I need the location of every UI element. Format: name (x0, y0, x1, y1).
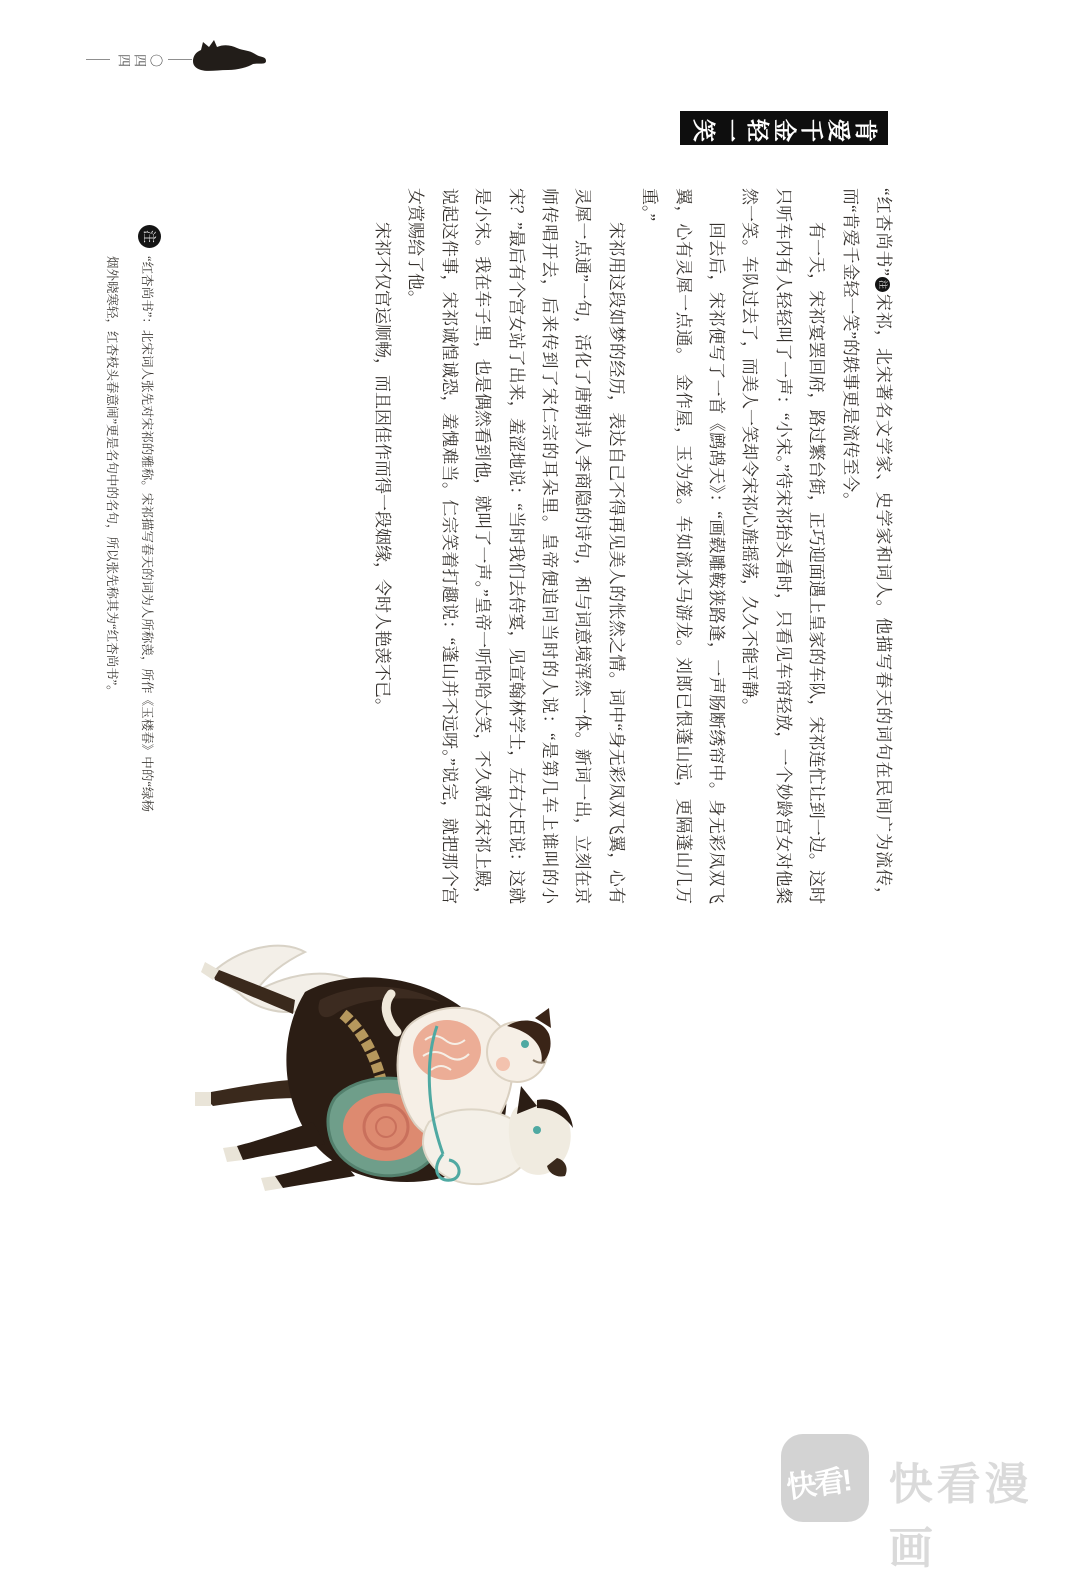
body-paragraph: 有一天，宋祁宴罢回府，路过繁台街，正巧迎面遇上皇家的车队，宋祁连忙让到一边。这时只听车内有人轻轻叫了一声：“小宋。”待宋祁抬头看时，只看见车帘轻放，一个妙龄宫女对他粲然一笑。车队过去了，而美人一笑却令宋祁心旌摇荡，久久不能平静。 (740, 188, 827, 904)
watermark (781, 1434, 1080, 1576)
body-paragraph (833, 188, 900, 904)
paragraph-text: “红杏尚书” (874, 188, 893, 276)
page-number-text: 〇四四 (115, 52, 163, 67)
page-title: 肯爱千金轻一笑 (680, 111, 888, 145)
footnote-marker-icon: 注 (138, 225, 161, 248)
footnote-text: “红杏尚书”：北宋词人张先对宋祁的雅称。宋祁描写春天的词为人所称羡，所作《玉楼春》中的“绿杨烟外晓寒轻，红杏枝头春意闹”更是名句中的名句，所以张先称其为“红杏尚书”。 (105, 256, 154, 812)
kuaikan-app-icon (781, 1434, 869, 1522)
footnote (94, 225, 164, 825)
kuaikan-brand-text: 快看漫画 (888, 1460, 1033, 1573)
page-number (86, 46, 192, 72)
body-paragraph: 回去后，宋祁便写了一首《鹧鸪天》：“画毂雕鞍狭路逢，一声肠断绣帘中。身无彩凤双飞翼，心有灵犀一点通。 金作屋，玉为笼。车如流水马游龙。刘郎已恨蓬山远，更隔蓬山几万重。” (640, 188, 726, 904)
kuaikan-icon-label: 快看! (784, 1464, 853, 1505)
inline-footnote-marker-icon: 注 (875, 277, 890, 292)
cat-silhouette-icon (186, 34, 268, 82)
body-paragraph: 宋祁用这段如梦的经历，表达自己不得再见美人的怅然之情。词中“身无彩凤双飞翼，心有灵犀一点通”一句，活化了唐朝诗人李商隐的诗句，和与词意境浑然一体。新词一出，立刻在京师传唱开去，后来传到了宋仁宗的耳朵里。皇帝便追问当时的人说：“是第几车上谁叫的小宋？”最后有个宫女站了出来，羞涩地说：“当时我们去侍宴，见宣翰林学士，左右大臣说：这就是小宋。我在车子里，也是偶然看到他，就叫了一声。”皇帝一听哈哈大笑，不久就召宋祁上殿，说起这件事，宋祁诚惶诚恐，羞愧难当。仁宗笑着打趣说：“蓬山并不远呀。”说完，就把那个宫女赏赐给了他。 (406, 188, 626, 904)
body-text (366, 188, 901, 904)
page-number-divider (86, 59, 110, 60)
paragraph-text: 宋祁，北宋著名文学家、史学家和词人。他描写春天的词句在民间广为流传，而“肯爱千金轻一笑”的轶事更是流传至今。 (840, 188, 893, 904)
horse-rider-illustration (185, 930, 575, 1196)
body-paragraph: 宋祁不仅官运顺畅，而且因佳作而得一段姻缘，令时人艳羡不已。 (372, 222, 392, 715)
